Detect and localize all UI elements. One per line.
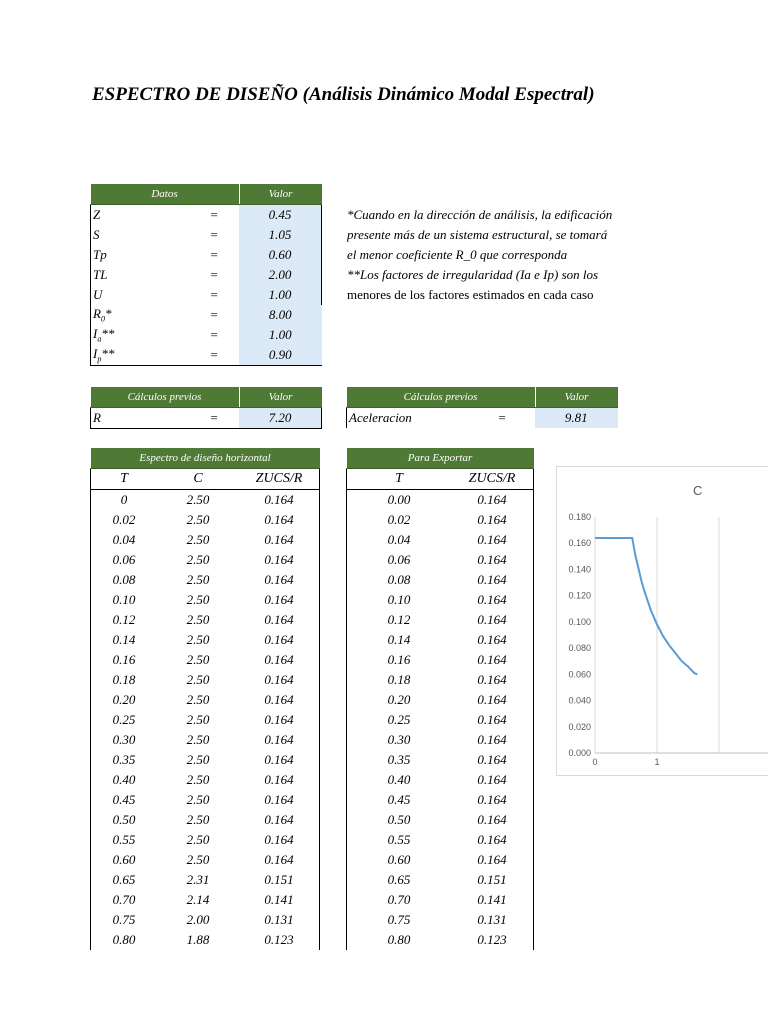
column-header: T	[91, 469, 158, 490]
param-value[interactable]: 0.45	[239, 205, 322, 226]
table-row	[347, 490, 534, 511]
equals-sign: =	[209, 287, 219, 302]
table-row	[347, 710, 534, 730]
table-cell: 1.88	[186, 932, 210, 947]
aceleracion-table	[346, 387, 618, 428]
table-cell: 0.55	[91, 830, 158, 850]
table-cell: 2.50	[186, 552, 210, 567]
param-symbol: Z	[93, 207, 101, 222]
table-row	[91, 870, 320, 890]
datos-table	[90, 184, 322, 366]
param-value[interactable]: 1.05	[239, 225, 322, 245]
table-cell: 0.164	[451, 630, 534, 650]
table-cell: 0.14	[91, 630, 158, 650]
x-tick-label: 0	[592, 757, 598, 767]
param-subscript: 0	[100, 314, 105, 324]
param-symbol: TL	[93, 267, 108, 282]
y-tick-label: 0.000	[568, 748, 591, 758]
table-cell: 0.164	[451, 710, 534, 730]
table-cell: 0.50	[347, 810, 452, 830]
table-cell: 0.12	[91, 610, 158, 630]
table-row	[91, 630, 320, 650]
exportar-table	[346, 448, 534, 950]
table-cell: 0.164	[239, 610, 320, 630]
table-cell: 0.06	[347, 550, 452, 570]
table-cell: 0.55	[347, 830, 452, 850]
table-cell: 0.164	[451, 510, 534, 530]
table-cell: 0.06	[91, 550, 158, 570]
spectrum-series-line	[595, 538, 697, 674]
table-cell: 0.164	[239, 630, 320, 650]
table-cell: 0.04	[347, 530, 452, 550]
table-row	[91, 750, 320, 770]
param-subscript: p	[97, 354, 102, 364]
exportar-title: Para Exportar	[347, 448, 534, 469]
table-row	[347, 630, 534, 650]
param-suffix: **	[101, 326, 115, 342]
table-cell: 0.164	[239, 770, 320, 790]
param-label	[91, 205, 190, 226]
table-cell: 0.164	[451, 810, 534, 830]
y-tick-label: 0.040	[568, 695, 591, 706]
table-cell: 0.164	[451, 690, 534, 710]
column-header: C	[157, 469, 239, 490]
table-row	[91, 730, 320, 750]
table-cell: 2.50	[186, 572, 210, 587]
table-cell: 0.164	[239, 810, 320, 830]
datos-row	[91, 325, 322, 345]
table-cell: 0.164	[239, 490, 320, 511]
table-cell: 2.50	[186, 672, 210, 687]
table-cell: 0.164	[239, 830, 320, 850]
table-cell: 2.50	[186, 652, 210, 667]
datos-row	[91, 285, 322, 305]
table-cell: 0.10	[91, 590, 158, 610]
table-cell: 0.35	[347, 750, 452, 770]
page-title: ESPECTRO DE DISEÑO (Análisis Dinámico Modal Espectral)	[92, 84, 595, 105]
table-cell: 0.164	[239, 710, 320, 730]
table-cell: 0.164	[451, 570, 534, 590]
table-cell: 0.70	[91, 890, 158, 910]
table-row	[347, 790, 534, 810]
table-row	[347, 830, 534, 850]
y-tick-label: 0.180	[568, 512, 591, 522]
table-cell: 0.164	[239, 530, 320, 550]
table-cell: 0.18	[347, 670, 452, 690]
table-row	[347, 610, 534, 630]
calculos-header: Cálculos previos	[91, 387, 240, 408]
table-cell: 0.45	[91, 790, 158, 810]
table-cell: 0.164	[451, 490, 534, 511]
table-cell: 0.75	[91, 910, 158, 930]
table-cell: 2.50	[186, 852, 210, 867]
table-cell: 0.164	[451, 670, 534, 690]
table-cell: 0.45	[347, 790, 452, 810]
table-cell: 0.164	[451, 550, 534, 570]
table-cell: 2.50	[186, 812, 210, 827]
table-cell: 2.50	[186, 492, 210, 507]
param-label	[91, 345, 190, 366]
table-row	[347, 530, 534, 550]
datos-row	[91, 265, 322, 285]
table-cell: 0.141	[451, 890, 534, 910]
table-cell: 2.50	[186, 512, 210, 527]
table-cell: 0.164	[239, 750, 320, 770]
table-cell: 0.35	[91, 750, 158, 770]
equals-sign: =	[209, 327, 219, 342]
chart-title: C	[693, 483, 703, 498]
param-value[interactable]: 2.00	[239, 265, 322, 285]
table-row	[347, 670, 534, 690]
param-label	[91, 225, 190, 245]
param-symbol: U	[93, 287, 103, 302]
table-cell: 0.164	[239, 690, 320, 710]
table-row	[91, 550, 320, 570]
equals-sign: =	[497, 410, 507, 425]
param-symbol: R	[93, 306, 101, 322]
table-row	[91, 790, 320, 810]
table-row	[91, 510, 320, 530]
equals-sign: =	[209, 207, 219, 222]
calculos-header: Cálculos previos	[347, 387, 536, 408]
spectrum-chart[interactable]	[556, 466, 768, 776]
table-cell: 2.50	[186, 692, 210, 707]
note-line: menores de los factores estimados en cada caso	[347, 287, 594, 302]
table-cell: 0.04	[91, 530, 158, 550]
y-tick-label: 0.020	[568, 721, 591, 732]
table-cell: 0.12	[347, 610, 452, 630]
table-row	[91, 570, 320, 590]
table-cell: 0	[91, 490, 158, 511]
table-cell: 0.151	[239, 870, 320, 890]
table-cell: 0.40	[347, 770, 452, 790]
param-label	[91, 265, 190, 285]
table-cell: 0.00	[347, 490, 452, 511]
y-tick-label: 0.080	[568, 643, 591, 654]
table-cell: 0.08	[347, 570, 452, 590]
table-row	[347, 650, 534, 670]
table-cell: 0.70	[347, 890, 452, 910]
table-row	[91, 770, 320, 790]
datos-row	[91, 225, 322, 245]
table-cell: 0.164	[451, 730, 534, 750]
table-cell: 0.123	[239, 930, 320, 950]
table-cell: 0.02	[91, 510, 158, 530]
param-symbol: Tp	[93, 247, 107, 262]
table-row	[347, 750, 534, 770]
table-row	[347, 590, 534, 610]
param-symbol: I	[93, 326, 98, 342]
table-cell: 0.164	[451, 750, 534, 770]
x-tick-label: 1	[654, 757, 660, 767]
table-cell: 0.164	[239, 650, 320, 670]
table-cell: 0.25	[91, 710, 158, 730]
datos-row	[91, 345, 322, 366]
table-row	[347, 510, 534, 530]
table-cell: 0.08	[91, 570, 158, 590]
table-row	[91, 910, 320, 930]
table-cell: 0.164	[239, 670, 320, 690]
table-cell: 0.123	[451, 930, 534, 950]
spectrum-chart-svg	[557, 467, 768, 775]
table-cell: 2.00	[186, 912, 210, 927]
table-row	[347, 870, 534, 890]
param-label	[91, 285, 190, 305]
param-value[interactable]: 0.90	[239, 345, 322, 366]
table-cell: 0.164	[451, 830, 534, 850]
table-row	[91, 890, 320, 910]
table-row	[347, 810, 534, 830]
table-row	[91, 930, 320, 950]
table-cell: 0.164	[239, 570, 320, 590]
param-label	[91, 325, 190, 345]
table-cell: 0.16	[91, 650, 158, 670]
param-subscript: a	[97, 334, 102, 344]
table-cell: 0.65	[347, 870, 452, 890]
table-cell: 0.30	[347, 730, 452, 750]
table-row	[347, 690, 534, 710]
aceleracion-value[interactable]: 9.81	[535, 408, 618, 429]
table-cell: 0.30	[91, 730, 158, 750]
table-cell: 0.164	[451, 530, 534, 550]
table-row	[347, 850, 534, 870]
table-row	[347, 910, 534, 930]
table-row	[347, 930, 534, 950]
y-tick-label: 0.160	[568, 538, 591, 549]
table-cell: 2.50	[186, 712, 210, 727]
table-row	[91, 810, 320, 830]
table-cell: 0.131	[239, 910, 320, 930]
valor-header: Valor	[239, 387, 322, 408]
table-cell: 0.65	[91, 870, 158, 890]
note-line: *Cuando en la dirección de análisis, la edificación	[347, 207, 613, 222]
table-row	[91, 650, 320, 670]
param-symbol: I	[93, 346, 98, 362]
table-row	[91, 710, 320, 730]
param-label	[91, 305, 190, 325]
table-cell: 0.164	[239, 850, 320, 870]
table-cell: 0.164	[451, 590, 534, 610]
table-row	[91, 590, 320, 610]
table-cell: 2.50	[186, 752, 210, 767]
equals-sign: =	[209, 307, 219, 322]
equals-sign: =	[189, 345, 239, 366]
r-label: R	[91, 408, 190, 429]
param-suffix: **	[101, 346, 115, 362]
table-cell: 2.50	[186, 532, 210, 547]
param-label	[91, 245, 190, 265]
valor-header: Valor	[239, 184, 322, 205]
table-row	[91, 690, 320, 710]
table-cell: 0.25	[347, 710, 452, 730]
table-cell: 0.50	[91, 810, 158, 830]
param-symbol: S	[93, 227, 100, 242]
table-cell: 2.50	[186, 832, 210, 847]
datos-row	[91, 205, 322, 226]
y-tick-label: 0.120	[568, 590, 591, 601]
table-cell: 0.02	[347, 510, 452, 530]
table-cell: 0.10	[347, 590, 452, 610]
param-value[interactable]: 1.00	[239, 325, 322, 345]
table-cell: 0.60	[347, 850, 452, 870]
note-line: **Los factores de irregularidad (Ia e Ip) son los	[347, 267, 599, 282]
table-cell: 0.164	[451, 850, 534, 870]
table-cell: 0.131	[451, 910, 534, 930]
table-cell: 0.151	[451, 870, 534, 890]
table-row	[91, 850, 320, 870]
column-header: ZUCS/R	[239, 469, 320, 490]
table-row	[91, 830, 320, 850]
equals-sign: =	[209, 247, 219, 262]
datos-row	[91, 245, 322, 265]
table-row	[347, 550, 534, 570]
table-cell: 0.20	[347, 690, 452, 710]
table-cell: 0.164	[451, 790, 534, 810]
column-header: ZUCS/R	[451, 469, 534, 490]
table-cell: 0.40	[91, 770, 158, 790]
table-cell: 2.50	[186, 792, 210, 807]
calculos-previos-table	[90, 387, 322, 429]
table-cell: 0.164	[239, 730, 320, 750]
table-cell: 2.14	[186, 892, 210, 907]
table-cell: 0.14	[347, 630, 452, 650]
table-cell: 0.18	[91, 670, 158, 690]
note-line: presente más de un sistema estructural, se tomará	[347, 227, 608, 242]
table-cell: 0.141	[239, 890, 320, 910]
param-value[interactable]: 1.00	[239, 285, 322, 305]
table-cell: 2.31	[186, 872, 210, 887]
note-line: el menor coeficiente R_0 que corresponda	[347, 247, 568, 262]
table-row	[347, 770, 534, 790]
table-cell: 0.75	[347, 910, 452, 930]
r-value[interactable]: 7.20	[239, 408, 322, 429]
table-cell: 2.50	[186, 732, 210, 747]
valor-header: Valor	[535, 387, 618, 408]
table-row	[91, 530, 320, 550]
aceleracion-label: Aceleracion	[347, 408, 470, 429]
table-row	[347, 890, 534, 910]
table-cell: 0.164	[239, 790, 320, 810]
equals-sign: =	[189, 408, 239, 429]
table-row	[91, 490, 320, 511]
table-cell: 0.164	[451, 650, 534, 670]
y-tick-label: 0.140	[568, 564, 591, 575]
table-row	[347, 570, 534, 590]
table-cell: 0.164	[239, 510, 320, 530]
y-tick-label: 0.100	[568, 616, 591, 627]
table-cell: 2.50	[186, 612, 210, 627]
param-suffix: *	[104, 306, 112, 322]
table-cell: 2.50	[186, 632, 210, 647]
equals-sign: =	[209, 227, 219, 242]
param-value[interactable]: 8.00	[239, 305, 322, 325]
table-row	[91, 610, 320, 630]
table-cell: 0.164	[239, 590, 320, 610]
table-cell: 0.164	[239, 550, 320, 570]
table-cell: 2.50	[186, 592, 210, 607]
espectro-table	[90, 448, 320, 950]
datos-row	[91, 305, 322, 325]
table-cell: 2.50	[186, 772, 210, 787]
param-value[interactable]: 0.60	[239, 245, 322, 265]
table-row	[91, 670, 320, 690]
espectro-title: Espectro de diseño horizontal	[91, 448, 320, 469]
datos-header: Datos	[91, 184, 240, 205]
table-cell: 0.60	[91, 850, 158, 870]
y-tick-label: 0.060	[568, 669, 591, 680]
table-cell: 0.164	[451, 610, 534, 630]
equals-sign: =	[209, 267, 219, 282]
table-cell: 0.80	[347, 930, 452, 950]
column-header: T	[347, 469, 452, 490]
table-cell: 0.20	[91, 690, 158, 710]
table-row	[347, 730, 534, 750]
table-cell: 0.164	[451, 770, 534, 790]
table-cell: 0.16	[347, 650, 452, 670]
table-cell: 0.80	[91, 930, 158, 950]
